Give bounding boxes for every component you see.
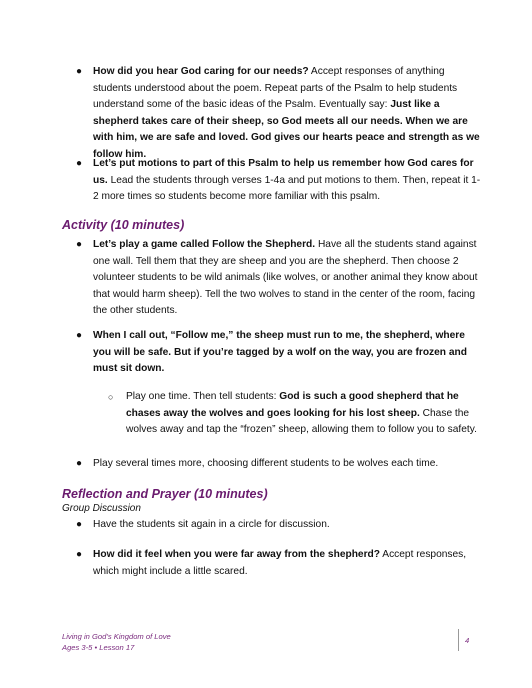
bullet-follow-me [76,328,483,378]
group-discussion-subhead: Group Discussion [62,503,141,514]
bullet-bold-answer: Just like a shepherd takes care of their sheep, so God meets all our needs. When we are with him, we are safe and loved. God gives our hearts peace and strength as we follow him. [93,99,480,160]
bullet-dot-icon: ● [76,239,83,250]
bullet-dot-icon: ● [76,158,83,169]
bullet-dot-icon: ● [76,330,83,341]
bullet-follow-shepherd [76,237,483,320]
bullet-dot-icon: ● [76,549,83,560]
bullet-bold-rules: When I call out, “Follow me,” the sheep must run to me, the shepherd, where you will be safe. But if you’re tagged by a wolf on the way, you are frozen and must sit down. [93,330,467,375]
sub-bullet-text-end: Chase the wolves away and tap the “frozen” sheep, allowing them to follow you to safety. [126,407,477,436]
bullet-bold-question: How did you hear God caring for our needs? [93,66,309,77]
bullet-motions [76,156,483,206]
bullet-sit-circle [76,517,483,534]
bullet-text: Have the students sit again in a circle for discussion. [93,519,330,530]
bullet-text: Have all the students stand against one wall. Tell them that they are sheep and you are the shepherd. Then choose 2 volunteer students to be wild animals (like wolves, or another animal they know about that would harm sheep). Tell the two wolves to stand in the center of the room, facing the other students. [93,239,478,317]
bullet-dot-icon: ● [76,458,83,469]
bullet-dot-icon: ● [76,519,83,530]
bullet-text: Play several times more, choosing different students to be wolves each time. [93,458,439,469]
footer-text [62,631,171,653]
footer-series-title: Living in God’s Kingdom of Love [62,632,171,641]
sub-bullet-bold: God is such a good shepherd that he chases away the wolves and goes looking for his lost sheep. [126,391,459,419]
bullet-text: Accept responses, which might include a little scared. [93,549,467,577]
footer-divider [458,629,459,651]
bullet-hear-god [76,64,483,164]
footer-lesson-info: Ages 3-5 • Lesson 17 [62,643,135,652]
bullet-text: Accept responses of anything students understood about the poem. Repeat parts of the Psalm to help students understand some of the basic ideas of the Psalm. Eventually say: [93,66,458,111]
page-number: 4 [465,636,470,645]
sub-bullet-play-once [108,389,486,439]
bullet-bold-game: Let’s play a game called Follow the Shepherd. [93,239,316,250]
reflection-heading: Reflection and Prayer (10 minutes) [62,487,268,501]
sub-bullet-text: Play one time. Then tell students: [126,391,280,402]
bullet-bold-instruction: Let’s put motions to part of this Psalm to help us remember how God cares for us. [93,158,474,186]
bullet-play-several [76,456,483,473]
bullet-bold-question: How did it feel when you were far away from the shepherd? [93,549,381,560]
activity-heading: Activity (10 minutes) [62,218,185,232]
bullet-text: Lead the students through verses 1-4a and put motions to them. Then, repeat it 1-2 more times so students become more familiar with this psalm. [93,174,481,203]
bullet-dot-icon: ● [76,66,83,77]
bullet-how-feel [76,547,483,580]
sub-bullet-circle-icon: ○ [108,392,114,402]
